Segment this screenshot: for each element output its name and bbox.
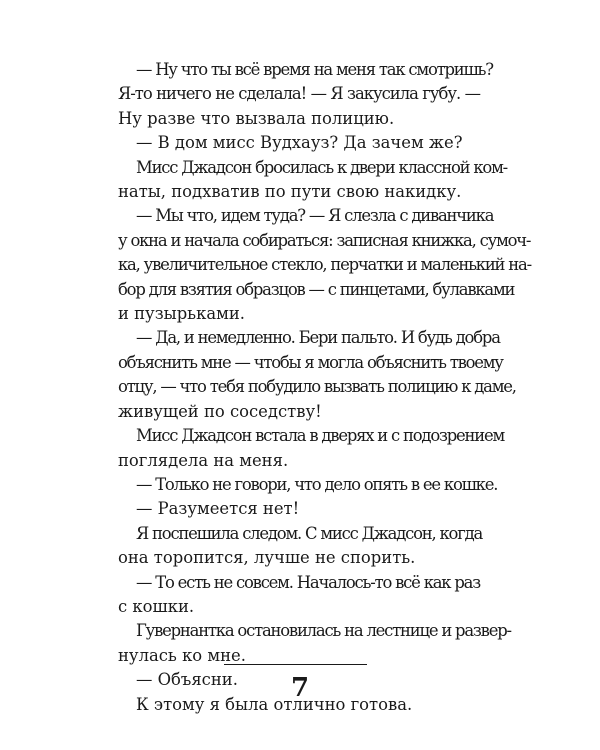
text-line: Я поспешила следом. С мисс Джадсон, когда xyxy=(136,523,483,543)
paragraph xyxy=(118,326,516,424)
paragraph xyxy=(118,619,511,668)
text-line: нулась ко мне. xyxy=(118,645,246,665)
text-line: бор для взятия образцов — с пинцетами, булавками xyxy=(118,279,515,299)
paragraph xyxy=(118,424,505,473)
text-line: Мисс Джадсон встала в дверях и с подозрением xyxy=(136,426,505,446)
paragraph xyxy=(118,522,483,571)
text-line: Гувернантка остановилась на лестнице и развер- xyxy=(136,621,511,641)
text-line: Я-то ничего не сделала! — Я закусила губу. — xyxy=(118,84,480,104)
text-line: с кошки. xyxy=(118,596,195,616)
text-line: и пузырьками. xyxy=(118,304,246,324)
text-line: ка, увеличительное стекло, перчатки и маленький на- xyxy=(118,255,531,275)
footer-rule xyxy=(224,664,367,665)
page-number: 7 xyxy=(290,673,310,703)
paragraph xyxy=(118,571,480,620)
text-line: К этому я была отлично готова. xyxy=(136,694,413,714)
paragraph xyxy=(118,156,507,205)
text-line: — То есть не совсем. Началось-то всё как раз xyxy=(136,572,480,592)
text-line: отцу, — что тебя побудило вызвать полицию к даме, xyxy=(118,377,516,397)
paragraph xyxy=(118,497,480,521)
text-line: наты, подхватив по пути свою накидку. xyxy=(118,182,462,202)
text-line: — Только не говори, что дело опять в ее кошке. xyxy=(136,474,498,494)
text-line: — Да, и немедленно. Бери пальто. И будь добра xyxy=(136,328,500,348)
text-line: Мисс Джадсон бросилась к двери классной ком- xyxy=(136,157,507,177)
text-line: — В дом мисс Вудхауз? Да зачем же? xyxy=(136,133,463,153)
paragraph xyxy=(118,204,531,326)
text-line: — Объясни. xyxy=(136,670,238,690)
text-line: объяснить мне — чтобы я могла объяснить твоему xyxy=(118,352,503,372)
paragraph xyxy=(118,131,480,155)
text-line: — Разумеется нет! xyxy=(136,499,300,519)
text-line: Ну разве что вызвала полицию. xyxy=(118,108,395,128)
text-line: поглядела на меня. xyxy=(118,450,289,470)
text-line: — Мы что, идем туда? — Я слезла с диванчика xyxy=(136,206,494,226)
body-text xyxy=(118,58,531,717)
text-line: она торопится, лучше не спорить. xyxy=(118,548,416,568)
paragraph xyxy=(118,473,498,497)
text-line: живущей по соседству! xyxy=(118,401,322,421)
text-line: — Ну что ты всё время на меня так смотришь? xyxy=(136,60,493,79)
paragraph xyxy=(118,58,493,131)
text-line: у окна и начала собираться: записная книжка, сумоч- xyxy=(118,230,531,250)
